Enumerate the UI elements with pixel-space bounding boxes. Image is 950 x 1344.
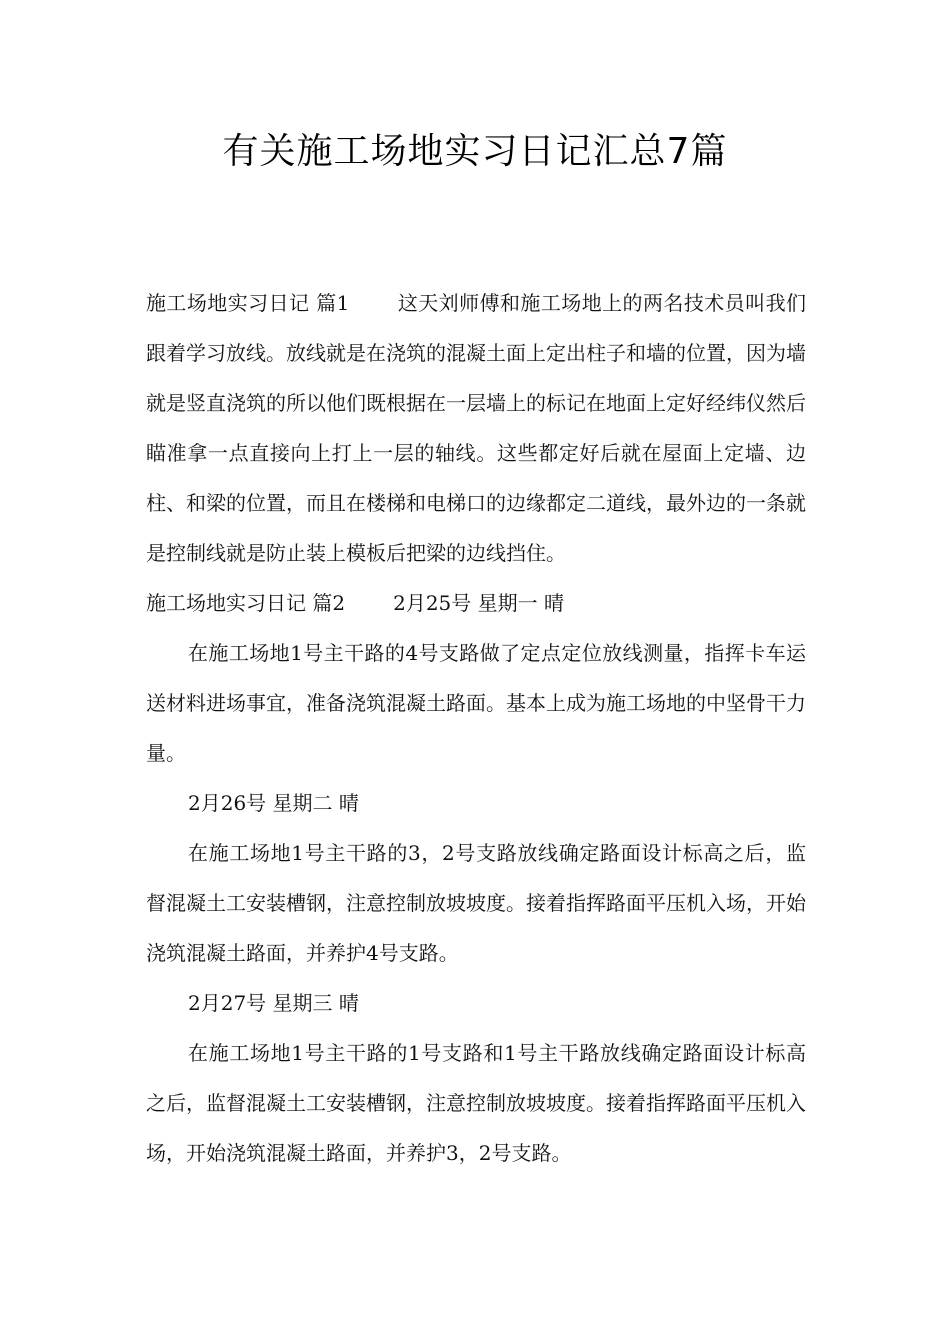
date-line-feb-26: 2月26号 星期二 晴 — [188, 791, 359, 815]
entry-2-heading: 施工场地实习日记 篇2 — [146, 591, 346, 615]
document-body — [146, 278, 806, 1178]
entry-1-paragraph — [146, 278, 806, 578]
document-title: 有关施工场地实习日记汇总7篇 — [222, 131, 728, 172]
date-line-feb-27: 2月27号 星期三 晴 — [188, 991, 359, 1015]
paragraph-2: 在施工场地1号主干路的3，2号支路放线确定路面设计标高之后，监督混凝土工安装槽钢，注意控制放坡坡度。接着指挥路面平压机入场，开始浇筑混凝土路面，并养护4号支路。 — [146, 841, 806, 965]
entry-1-heading: 施工场地实习日记 篇1 — [146, 291, 350, 315]
paragraph-1: 在施工场地1号主干路的4号支路做了定点定位放线测量，指挥卡车运送材料进场事宜，准备浇筑混凝土路面。基本上成为施工场地的中坚骨干力量。 — [146, 641, 806, 765]
entry-2-date: 2月25号 星期一 晴 — [393, 591, 564, 615]
entry-2-paragraph — [146, 578, 806, 628]
paragraph-3: 在施工场地1号主干路的1号支路和1号主干路放线确定路面设计标高之后，监督混凝土工安装槽钢，注意控制放坡坡度。接着指挥路面平压机入场，开始浇筑混凝土路面，并养护3，2号支路。 — [146, 1041, 806, 1165]
entry-1-text: 这天刘师傅和施工场地上的两名技术员叫我们跟着学习放线。放线就是在浇筑的混凝土面上定出柱子和墙的位置，因为墙就是竖直浇筑的所以他们既根据在一层墙上的标记在地面上定好经纬仪然后瞄准拿一点直接向上打上一层的轴线。这些都定好后就在屋面上定墙、边柱、和梁的位置，而且在楼梯和电梯口的边缘都定二道线，最外边的一条就是控制线就是防止装上模板后把梁的边线挡住。 — [146, 291, 806, 565]
